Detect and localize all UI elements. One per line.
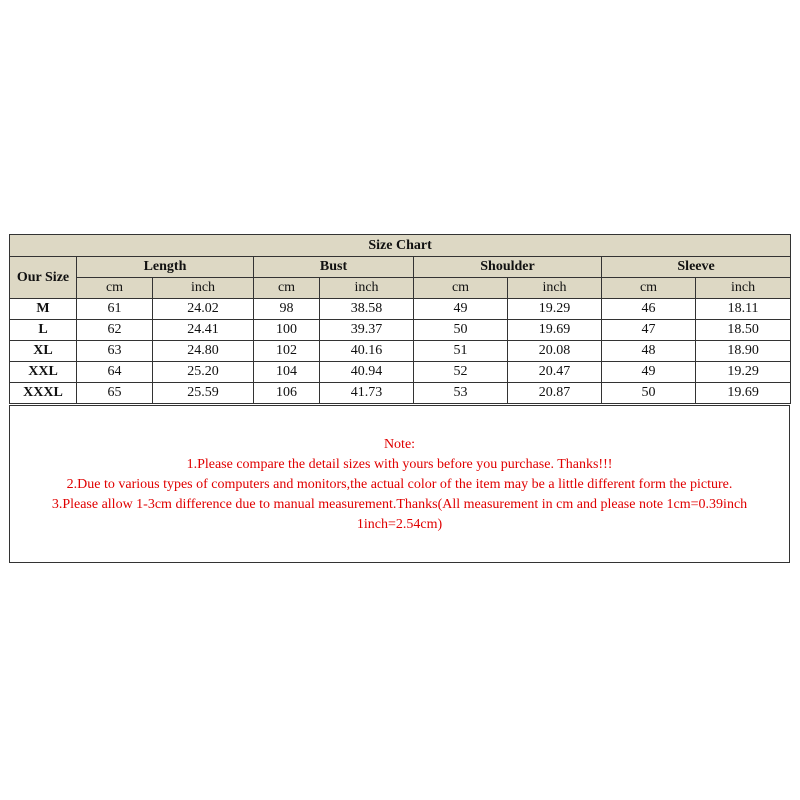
size-column-header: Our Size <box>10 257 77 299</box>
group-header-sleeve: Sleeve <box>602 257 791 278</box>
table-cell: 19.69 <box>696 383 791 404</box>
unit-header-shoulder-cm: cm <box>414 278 508 299</box>
table-cell: 64 <box>77 362 153 383</box>
unit-header-sleeve-inch: inch <box>696 278 791 299</box>
table-cell: 46 <box>602 299 696 320</box>
table-cell: 50 <box>602 383 696 404</box>
table-cell: 24.41 <box>153 320 254 341</box>
notes-box <box>9 405 790 563</box>
table-cell: 41.73 <box>320 383 414 404</box>
table-cell: 38.58 <box>320 299 414 320</box>
table-cell: 20.47 <box>508 362 602 383</box>
unit-header-length-cm: cm <box>77 278 153 299</box>
table-cell: 63 <box>77 341 153 362</box>
table-cell: 52 <box>414 362 508 383</box>
unit-header-bust-inch: inch <box>320 278 414 299</box>
table-cell: 20.87 <box>508 383 602 404</box>
size-chart-table <box>9 234 791 404</box>
table-cell: 25.59 <box>153 383 254 404</box>
size-cell: XXL <box>10 362 77 383</box>
note-line-4: 1inch=2.54cm) <box>356 517 443 532</box>
table-cell: 39.37 <box>320 320 414 341</box>
unit-header-bust-cm: cm <box>254 278 320 299</box>
size-cell: L <box>10 320 77 341</box>
note-line-1: 1.Please compare the detail sizes with yours before you purchase. Thanks!!! <box>186 457 613 472</box>
table-cell: 40.16 <box>320 341 414 362</box>
table-row <box>10 383 791 404</box>
table-cell: 20.08 <box>508 341 602 362</box>
table-cell: 100 <box>254 320 320 341</box>
group-header-shoulder: Shoulder <box>414 257 602 278</box>
unit-header-length-inch: inch <box>153 278 254 299</box>
table-cell: 24.80 <box>153 341 254 362</box>
table-cell: 19.29 <box>696 362 791 383</box>
table-cell: 62 <box>77 320 153 341</box>
table-cell: 24.02 <box>153 299 254 320</box>
table-cell: 40.94 <box>320 362 414 383</box>
group-header-bust: Bust <box>254 257 414 278</box>
table-cell: 50 <box>414 320 508 341</box>
size-cell: M <box>10 299 77 320</box>
size-cell: XXXL <box>10 383 77 404</box>
table-row <box>10 341 791 362</box>
group-header-length: Length <box>77 257 254 278</box>
note-line-3: 3.Please allow 1-3cm difference due to manual measurement.Thanks(All measurement in cm and please note 1cm=0.39inch <box>51 497 748 512</box>
table-cell: 49 <box>414 299 508 320</box>
notes-heading: Note: <box>383 437 416 452</box>
table-cell: 47 <box>602 320 696 341</box>
table-cell: 98 <box>254 299 320 320</box>
table-cell: 48 <box>602 341 696 362</box>
table-title: Size Chart <box>10 235 791 257</box>
table-cell: 61 <box>77 299 153 320</box>
unit-header-sleeve-cm: cm <box>602 278 696 299</box>
table-row <box>10 299 791 320</box>
table-cell: 53 <box>414 383 508 404</box>
table-cell: 25.20 <box>153 362 254 383</box>
table-cell: 51 <box>414 341 508 362</box>
table-cell: 18.11 <box>696 299 791 320</box>
table-row <box>10 362 791 383</box>
table-cell: 19.29 <box>508 299 602 320</box>
table-cell: 106 <box>254 383 320 404</box>
note-line-2: 2.Due to various types of computers and monitors,the actual color of the item may be a little different form the picture. <box>66 477 733 492</box>
table-cell: 104 <box>254 362 320 383</box>
table-cell: 18.90 <box>696 341 791 362</box>
table-row <box>10 320 791 341</box>
table-cell: 65 <box>77 383 153 404</box>
unit-header-shoulder-inch: inch <box>508 278 602 299</box>
table-cell: 18.50 <box>696 320 791 341</box>
table-cell: 102 <box>254 341 320 362</box>
size-cell: XL <box>10 341 77 362</box>
table-cell: 19.69 <box>508 320 602 341</box>
table-cell: 49 <box>602 362 696 383</box>
